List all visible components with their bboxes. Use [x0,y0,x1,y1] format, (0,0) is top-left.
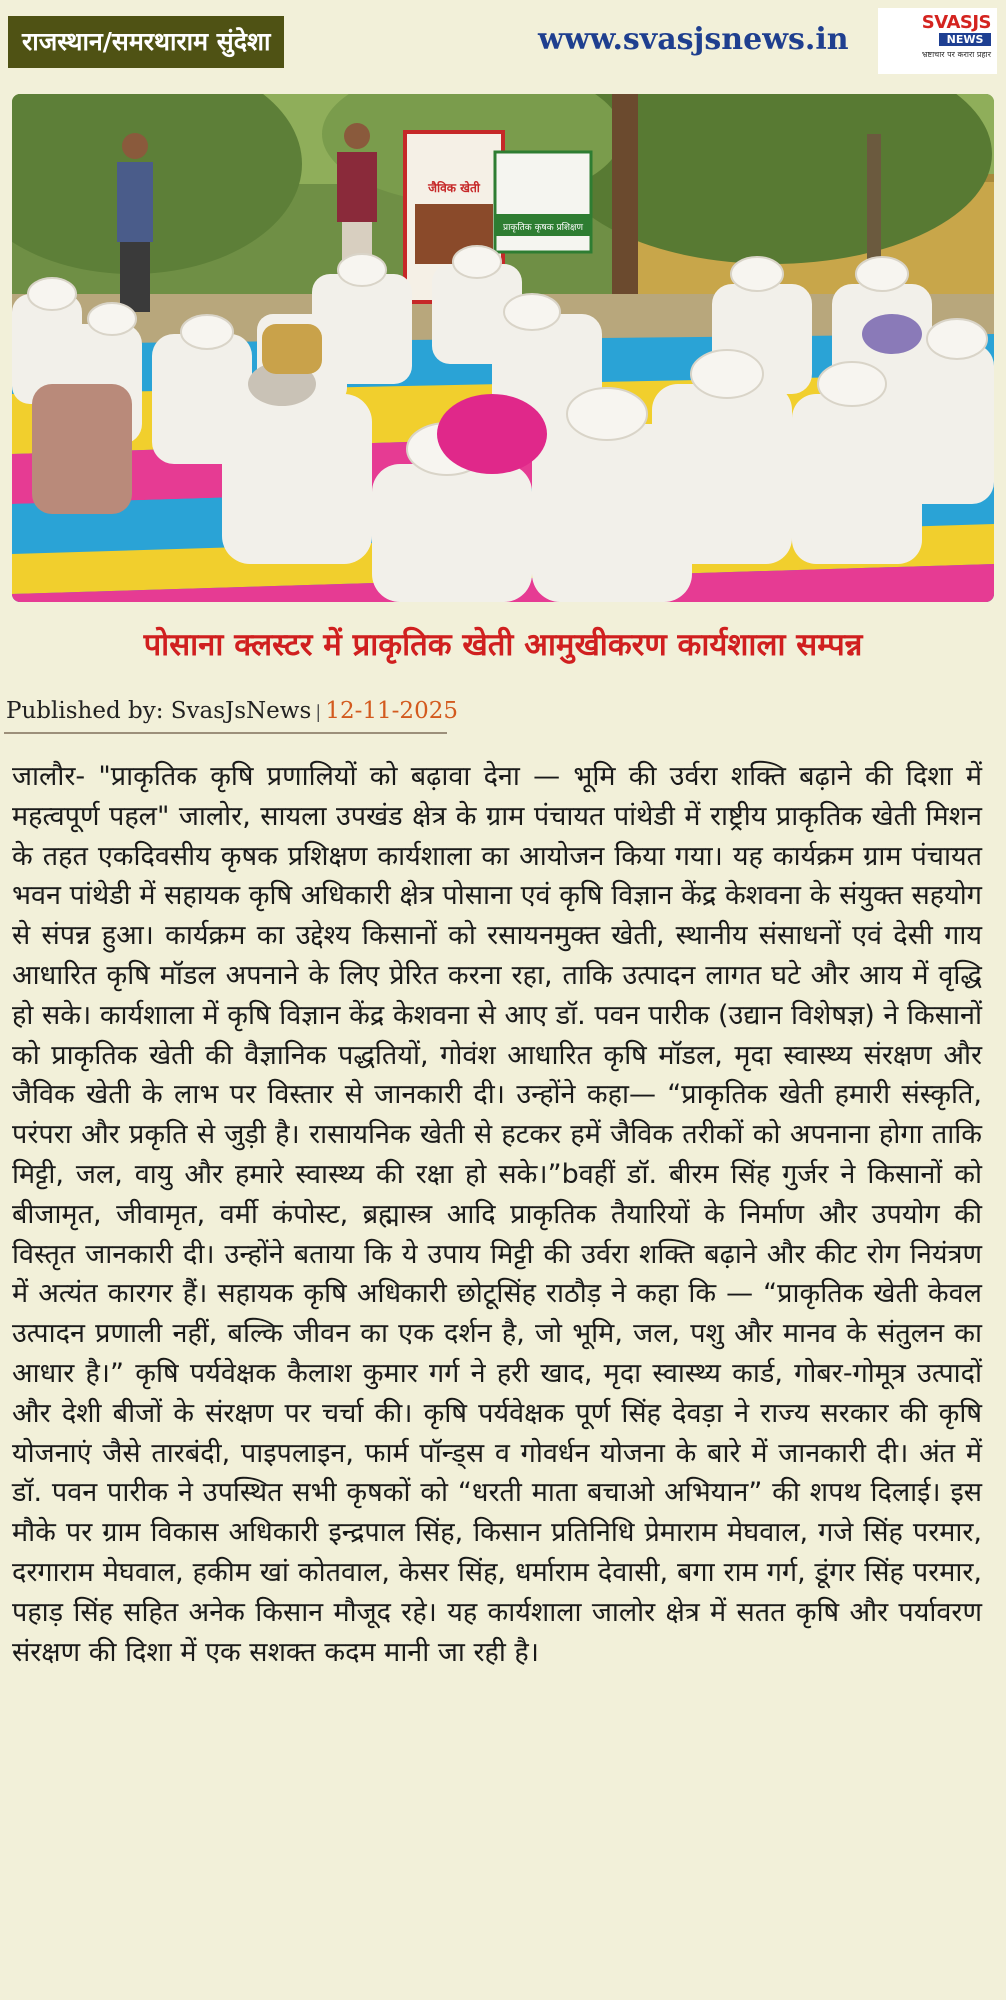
article-headline: पोसाना क्लस्टर में प्राकृतिक खेती आमुखीकरण कार्यशाला सम्पन्न [143,627,863,663]
logo-sub: NEWS [939,33,991,46]
article-body: जालौर- "प्राकृतिक कृषि प्रणालियों को बढ़ावा देना — भूमि की उर्वरा शक्ति बढ़ाने की दिशा में महत्वपूर्ण पहल" जालोर, सायला उपखंड क्षेत्र के ग्राम पंचायत पांथेडी में राष्ट्रीय प्राकृतिक खेती मिशन के तहत एकदिवसीय कृषक प्रशिक्षण कार्यशाला का आयोजन किया गया। यह कार्यक्रम ग्राम पंचायत भवन पांथेडी में सहायक कृषि अधिकारी क्षेत्र पोसाना एवं कृषि विज्ञान केंद्र केशवना के संयुक्त सहयोग से संपन्न हुआ। कार्यक्रम का उद्देश्य किसानों को रसायनमुक्त खेती, स्थानीय संसाधनों एवं देसी गाय आधारित कृषि मॉडल अपनाने के लिए प्रेरित करना रहा, ताकि उत्पादन लागत घटे और आय में वृद्धि हो सके। कार्यशाला में कृषि विज्ञान केंद्र केशवना से आए डॉ. पवन पारीक (उद्यान विशेषज्ञ) ने किसानों को प्राकृतिक खेती की वैज्ञानिक पद्धतियों, गोवंश आधारित कृषि मॉडल, मृदा स्वास्थ्य संरक्षण और जैविक खेती के लाभ पर विस्तार से जानकारी दी। उन्होंने कहा— “प्राकृतिक खेती हमारी संस्कृति, परंपरा और प्रकृति से जुड़ी है। रासायनिक खेती से हटकर हमें जैविक तरीकों को अपनाना होगा ताकि मिट्टी, जल, वायु और हमारे स्वास्थ्य की रक्षा हो सके।”bवहीं डॉ. बीरम सिंह गुर्जर ने किसानों को बीजामृत, जीवामृत, वर्मी कंपोस्ट, ब्रह्मास्त्र आदि प्राकृतिक तैयारियों के निर्माण और उपयोग की विस्तृत जानकारी दी। उन्होंने बताया कि ये उपाय मिट्टी की उर्वरा शक्ति बढ़ाने और कीट रोग नियंत्रण में अत्यंत कारगर हैं। सहायक कृषि अधिकारी छोटूसिंह राठौड़ ने कहा कि — “प्राकृतिक खेती केवल उत्पादन प्रणाली नहीं, बल्कि जीवन का एक दर्शन है, जो भूमि, जल, पशु और मानव के संतुलन का आधार है।” कृषि पर्यवेक्षक कैलाश कुमार गर्ग ने हरी खाद, मृदा स्वास्थ्य कार्ड, गोबर-गोमूत्र उत्पादों और देशी बीजों के संरक्षण पर चर्चा की। कृषि पर्यवेक्षक पूर्ण सिंह देवड़ा ने राज्य सरकार की कृषि योजनाएं जैसे तारबंदी, पाइपलाइन, फार्म पॉन्ड्स व गोवर्धन योजना के बारे में जानकारी दी। अंत में डॉ. पवन पारीक ने उपस्थित सभी कृषकों को “धरती माता बचाओ अभियान” की शपथ दिलाई। इस मौके पर ग्राम विकास अधिकारी इन्द्रपाल सिंह, किसान प्रतिनिधि प्रेमाराम मेघवाल, गजे सिंह परमार, दरगाराम मेघवाल, हकीम खां कोतवाल, केसर सिंह, धर्माराम देवासी, बगा राम गर्ग, डूंगर सिंह परमार, पहाड़ सिंह सहित अनेक किसान मौजूद रहे। यह कार्यशाला जालोर क्षेत्र में सतत कृषि और पर्यावरण संरक्षण की दिशा में एक सशक्त कदम मानी जा रही है। [12,761,982,1668]
site-logo[interactable] [878,8,997,74]
banner-text-1: जैविक खेती [428,181,480,195]
logo-tagline: भ्रष्टाचार पर करारा प्रहार [921,50,991,59]
byline-divider [4,732,447,734]
byline-separator: | [315,702,322,723]
banner-text-2: प्राकृतिक कृषक प्रशिक्षण [502,223,584,233]
byline [6,694,458,730]
logo-name: SVASJS [921,12,991,33]
location-tag: राजस्थान/समरथाराम सुंदेशा [8,16,284,68]
byline-author: Published by: SvasJsNews [6,698,312,724]
byline-date: 12-11-2025 [325,698,458,724]
website-link[interactable]: www.svasjsnews.in [538,22,849,57]
article-photo [12,94,994,602]
page-header [0,0,1006,92]
